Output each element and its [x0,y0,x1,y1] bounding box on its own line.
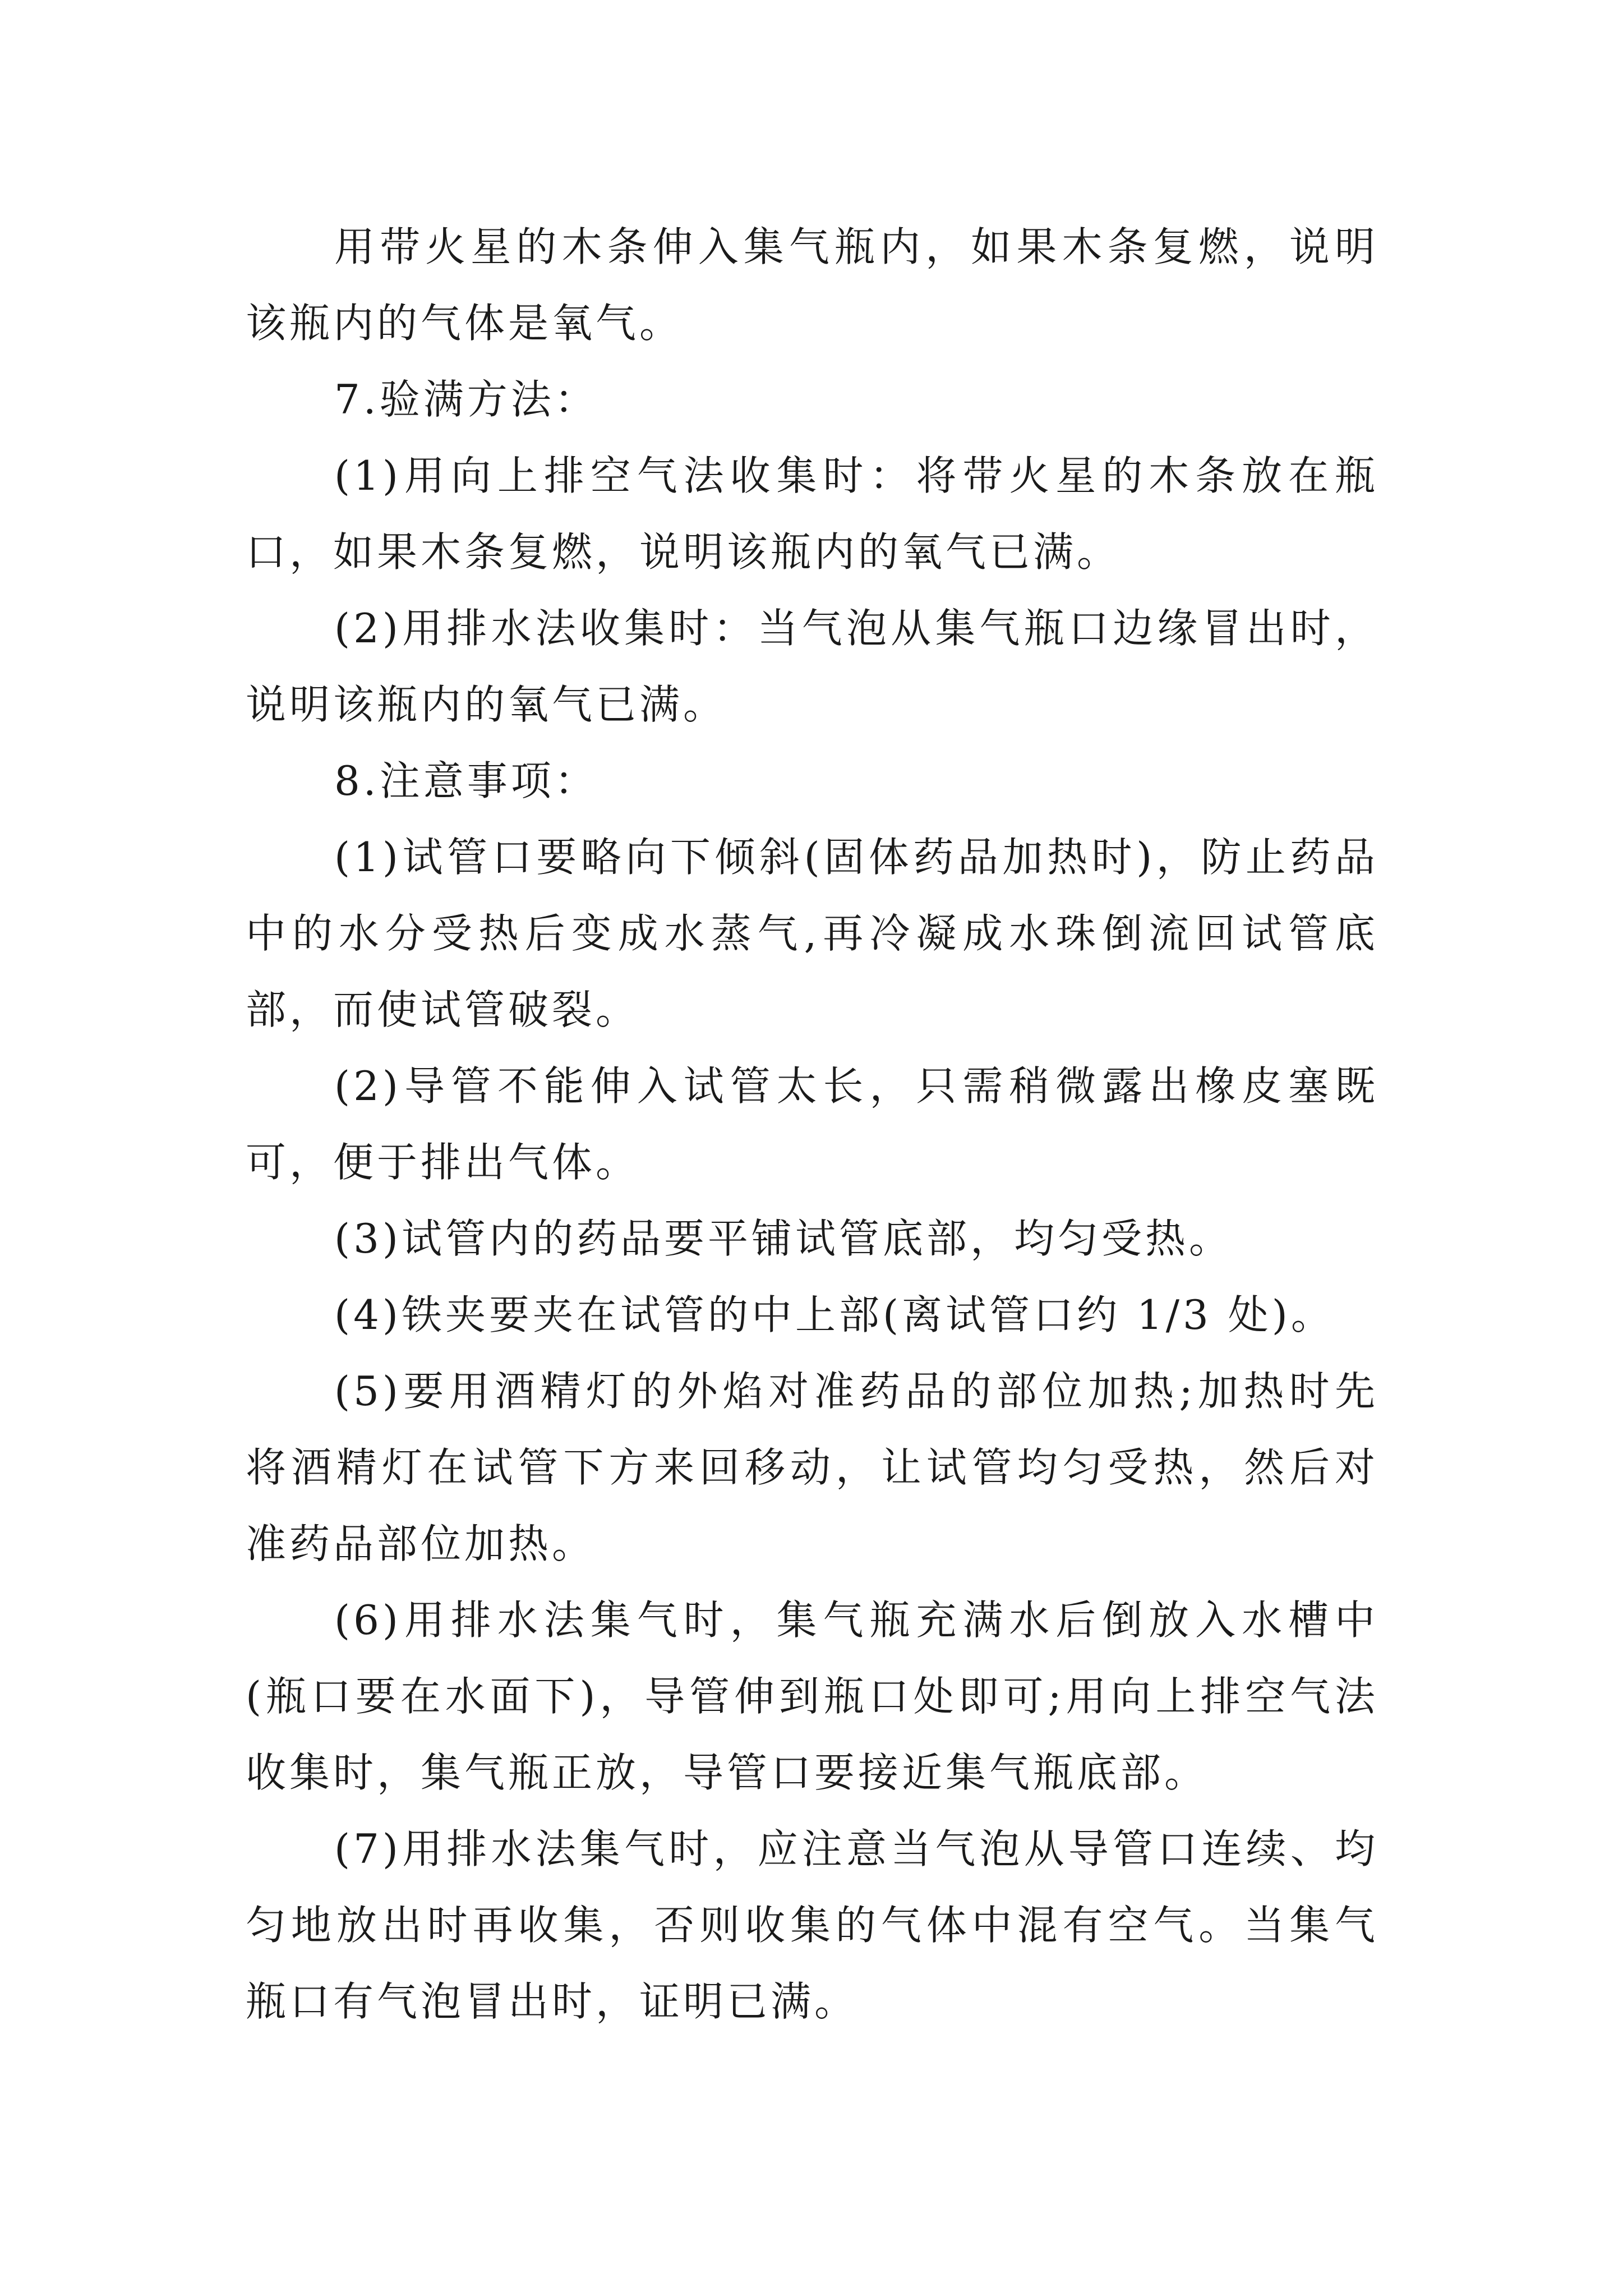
heading-precautions: 8.注意事项： [334,757,598,804]
document-body [246,209,1378,2040]
precaution-item-4: (4)铁夹要夹在试管的中上部(离试管口约 1/3 处)。 [334,1291,1335,1338]
precaution-item-1: (1)试管口要略向下倾斜(固体药品加热时)，防止药品中的水分受热后变成水蒸气,再冷凝成水珠倒流回试管底部，而使试管破裂。 [246,834,1378,1033]
paragraph-upward-air-collection: (1)用向上排空气法收集时：将带火星的木条放在瓶口，如果木条复燃，说明该瓶内的氧气已满。 [246,452,1378,576]
precaution-item-6: (6)用排水法集气时，集气瓶充满水后倒放入水槽中(瓶口要在水面下)，导管伸到瓶口处即可;用向上排空气法收集时，集气瓶正放，导管口要接近集气瓶底部。 [246,1596,1378,1796]
precaution-item-7: (7)用排水法集气时，应注意当气泡从导管口连续、均匀地放出时再收集，否则收集的气体中混有空气。当集气瓶口有气泡冒出时，证明已满。 [246,1825,1378,2025]
heading-full-check-method: 7.验满方法： [334,376,598,423]
paragraph-oxygen-test: 用带火星的木条伸入集气瓶内，如果木条复燃，说明该瓶内的气体是氧气。 [246,223,1378,347]
precaution-item-2: (2)导管不能伸入试管太长，只需稍微露出橡皮塞既可，便于排出气体。 [246,1062,1378,1186]
precaution-item-3: (3)试管内的药品要平铺试管底部，均匀受热。 [334,1215,1233,1262]
precaution-item-5: (5)要用酒精灯的外焰对准药品的部位加热;加热时先将酒精灯在试管下方来回移动，让试管均匀受热，然后对准药品部位加热。 [246,1368,1378,1567]
paragraph-water-displacement-collection: (2)用排水法收集时：当气泡从集气瓶口边缘冒出时，说明该瓶内的氧气已满。 [246,605,1378,728]
